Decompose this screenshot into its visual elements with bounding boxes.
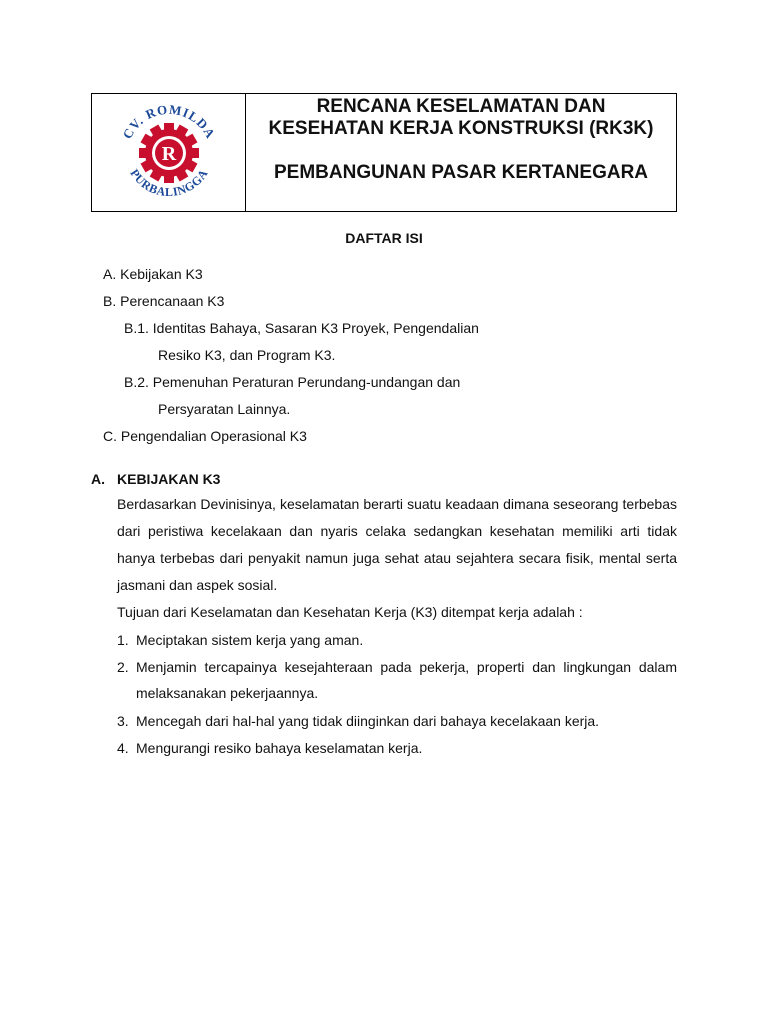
list-number: 4. [117,740,129,756]
toc-item-a: A. Kebijakan K3 [103,266,203,282]
list-text: Meciptakan sistem kerja yang aman. [136,632,364,648]
section-a-intro: Tujuan dari Keselamatan dan Kesehatan Kerja (K3) ditempat kerja adalah : [117,604,583,620]
section-a-title: KEBIJAKAN K3 [117,471,221,487]
logo-text-bottom: PURBALINGGA [126,165,211,199]
section-a-letter: A. [91,471,105,487]
company-logo [109,98,229,208]
toc-item-b2-cont: Persyaratan Lainnya. [158,401,291,417]
title-line-1: RENCANA KESELAMATAN DAN [316,96,606,117]
document-header [91,93,677,212]
list-item [117,627,677,653]
list-item [117,654,677,706]
list-item [117,708,677,734]
list-number: 1. [117,632,129,648]
list-number: 3. [117,713,129,729]
toc-item-b: B. Perencanaan K3 [103,293,225,309]
list-text: Menjamin tercapainya kesejahteraan pada pekerja, properti dan lingkungan dalam melaksanakan pekerjaannya. [136,659,677,701]
logo-center-letter: R [161,142,176,165]
toc-item-b2: B.2. Pemenuhan Peraturan Perundang-undangan dan [124,374,461,390]
section-a-heading [91,471,220,487]
logo-text-top: CV. ROMILDA [118,101,219,141]
title-cell [246,94,676,211]
toc-heading: DAFTAR ISI [345,230,423,246]
list-text: Mengurangi resiko bahaya keselamatan kerja. [136,740,423,756]
list-item [117,735,677,761]
title-line-3: PEMBANGUNAN PASAR KERTANEGARA [273,162,649,183]
toc-item-b1: B.1. Identitas Bahaya, Sasaran K3 Proyek, Pengendalian [124,320,479,336]
toc-item-b1-cont: Resiko K3, dan Program K3. [158,347,336,363]
logo-cell [92,94,246,211]
title-line-2: KESEHATAN KERJA KONSTRUKSI (RK3K) [268,118,654,139]
toc-item-c: C. Pengendalian Operasional K3 [103,428,307,444]
section-a-paragraph: Berdasarkan Devinisinya, keselamatan berarti suatu keadaan dimana seseorang terbebas dari peristiwa kecelakaan dan nyaris celaka sedangkan kesehatan memiliki arti tidak hanya terbebas dari penyakit namun juga sehat atau sejahtera secara fisik, mental serta jasmani dan aspek sosial. [117,496,677,593]
list-text: Mencegah dari hal-hal yang tidak diinginkan dari bahaya kecelakaan kerja. [136,713,600,729]
list-number: 2. [117,659,129,675]
